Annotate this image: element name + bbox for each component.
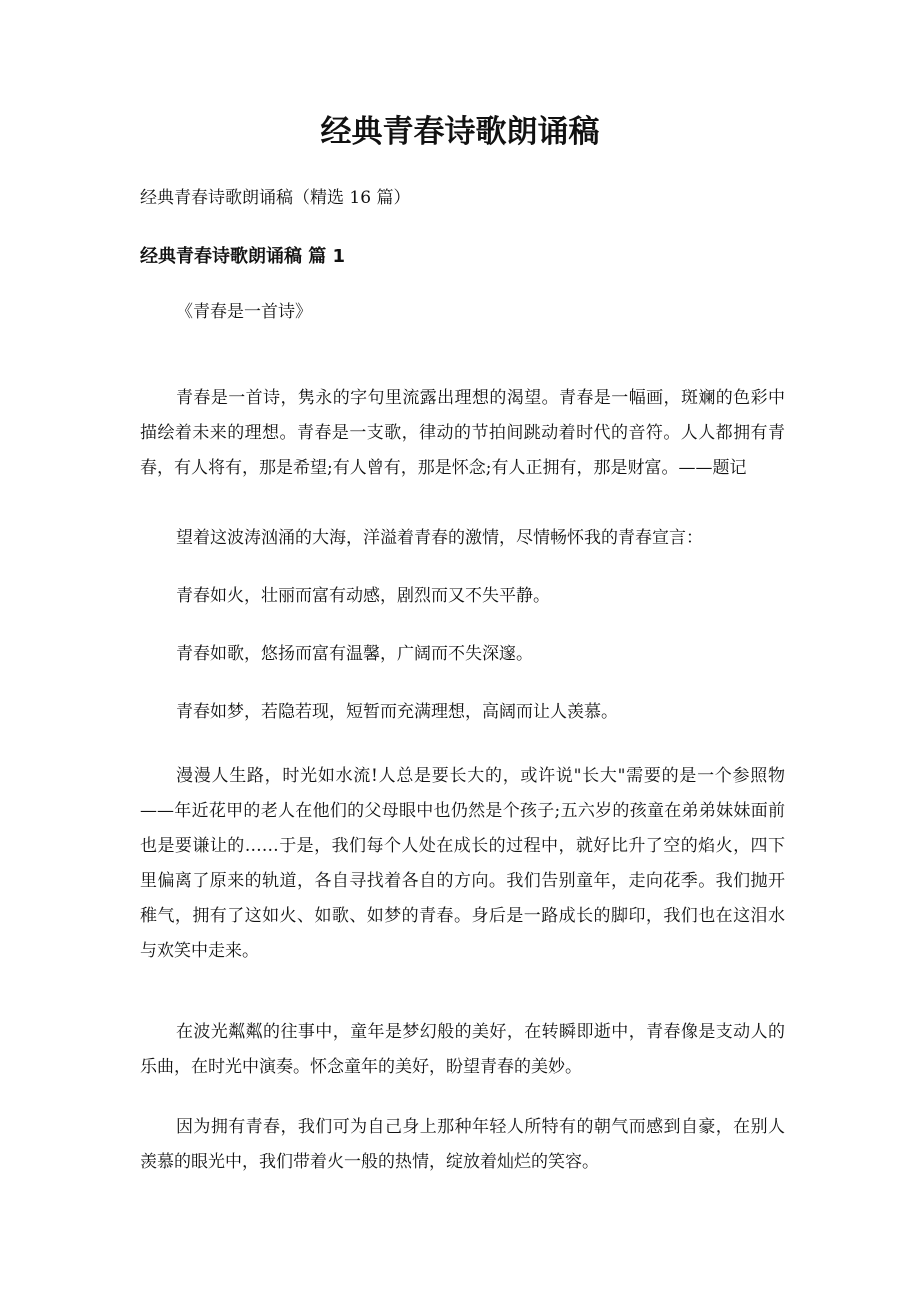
section-heading: 经典青春诗歌朗诵稿 篇 1 xyxy=(140,246,346,267)
paragraph: 在波光粼粼的往事中，童年是梦幻般的美好，在转瞬即逝中，青春像是支动人的乐曲，在时光中演奏。怀念童年的美好，盼望青春的美妙。 xyxy=(140,1022,785,1077)
paragraph: 青春是一首诗，隽永的字句里流露出理想的渴望。青春是一幅画，斑斓的色彩中描绘着未来的理想。青春是一支歌，律动的节拍间跳动着时代的音符。人人都拥有青春，有人将有，那是希望;有人曾有，那是怀念;有人正拥有，那是财富。——题记 xyxy=(140,388,785,478)
document-subtitle: 经典青春诗歌朗诵稿（精选 16 篇） xyxy=(140,188,411,208)
paragraph: 青春如歌，悠扬而富有温馨，广阔而不失深邃。 xyxy=(176,644,533,664)
paragraph: 望着这波涛汹涌的大海，洋溢着青春的激情，尽情畅怀我的青春宣言： xyxy=(176,528,703,548)
document-title: 经典青春诗歌朗诵稿 xyxy=(320,114,600,150)
poem-title: 《青春是一首诗》 xyxy=(176,302,312,322)
paragraph: 因为拥有青春，我们可为自己身上那种年轻人所特有的朝气而感到自豪，在别人羡慕的眼光中，我们带着火一般的热情，绽放着灿烂的笑容。 xyxy=(140,1117,785,1172)
paragraph: 青春如火，壮丽而富有动感，剧烈而又不失平静。 xyxy=(176,586,550,606)
paragraph: 青春如梦，若隐若现，短暂而充满理想，高阔而让人羡慕。 xyxy=(176,702,618,722)
paragraph: 漫漫人生路，时光如水流!人总是要长大的，或许说"长大"需要的是一个参照物——年近花甲的老人在他们的父母眼中也仍然是个孩子;五六岁的孩童在弟弟妹妹面前也是要谦让的……于是，我们每个人处在成长的过程中，就好比升了空的焰火，四下里偏离了原来的轨道，各自寻找着各自的方向。我们告别童年，走向花季。我们抛开稚气，拥有了这如火、如歌、如梦的青春。身后是一路成长的脚印，我们也在这泪水与欢笑中走来。 xyxy=(140,766,785,961)
